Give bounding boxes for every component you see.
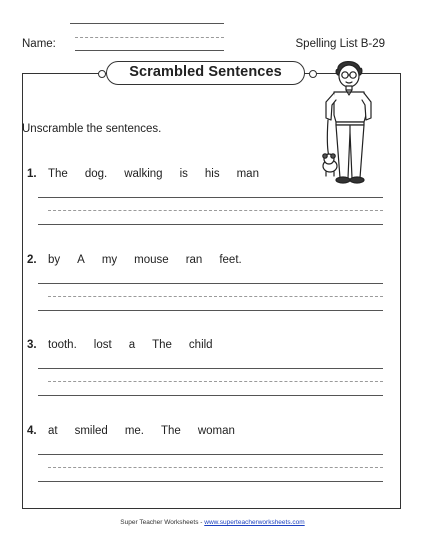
answer-line-bottom[interactable] bbox=[38, 395, 383, 396]
question-2-words bbox=[48, 254, 259, 266]
spelling-list-label: Spelling List B-29 bbox=[295, 38, 385, 50]
word: woman bbox=[197, 425, 235, 437]
title-banner bbox=[106, 61, 305, 85]
answer-line-mid bbox=[48, 467, 383, 468]
question-3-words bbox=[48, 339, 230, 351]
question-4-number: 4. bbox=[27, 425, 37, 437]
footer bbox=[0, 519, 425, 526]
footer-separator: - bbox=[198, 519, 205, 526]
question-2-number: 2. bbox=[27, 254, 37, 266]
word: his bbox=[204, 168, 220, 180]
name-label: Name: bbox=[22, 38, 56, 50]
answer-line-top[interactable] bbox=[38, 197, 383, 198]
answer-line-bottom[interactable] bbox=[38, 224, 383, 225]
word: by bbox=[48, 254, 61, 266]
answer-line-bottom[interactable] bbox=[38, 481, 383, 482]
question-4-words bbox=[48, 425, 252, 437]
answer-line-top[interactable] bbox=[38, 283, 383, 284]
answer-line-mid bbox=[48, 296, 383, 297]
answer-line-top[interactable] bbox=[38, 454, 383, 455]
word: child bbox=[188, 339, 213, 351]
answer-line-bottom[interactable] bbox=[38, 310, 383, 311]
word: mouse bbox=[134, 254, 169, 266]
word: ran bbox=[185, 254, 203, 266]
question-1-words bbox=[48, 168, 276, 180]
footer-link[interactable]: www.superteacherworksheets.com bbox=[204, 519, 305, 526]
answer-line-mid bbox=[48, 381, 383, 382]
word: tooth. bbox=[48, 339, 77, 351]
name-input-line[interactable] bbox=[75, 50, 224, 51]
word: my bbox=[101, 254, 118, 266]
word: man bbox=[236, 168, 259, 180]
word: smiled bbox=[74, 425, 108, 437]
man-walking-dog-illustration bbox=[316, 60, 382, 188]
footer-brand: Super Teacher Worksheets bbox=[120, 519, 199, 526]
word: at bbox=[48, 425, 58, 437]
name-top-line bbox=[70, 23, 224, 24]
question-3-number: 3. bbox=[27, 339, 37, 351]
word: The bbox=[152, 339, 172, 351]
answer-line-mid bbox=[48, 210, 383, 211]
word: A bbox=[77, 254, 85, 266]
word: me. bbox=[124, 425, 144, 437]
word: The bbox=[48, 168, 68, 180]
page-title: Scrambled Sentences bbox=[129, 64, 282, 80]
name-mid-dashed-line bbox=[75, 37, 224, 38]
word: a bbox=[128, 339, 136, 351]
word: is bbox=[179, 168, 188, 180]
word: dog. bbox=[84, 168, 108, 180]
title-left-cap bbox=[98, 70, 106, 78]
word: lost bbox=[93, 339, 112, 351]
word: The bbox=[161, 425, 181, 437]
word: walking bbox=[124, 168, 163, 180]
answer-line-top[interactable] bbox=[38, 368, 383, 369]
instructions: Unscramble the sentences. bbox=[22, 123, 162, 135]
question-1-number: 1. bbox=[27, 168, 37, 180]
word: feet. bbox=[219, 254, 242, 266]
